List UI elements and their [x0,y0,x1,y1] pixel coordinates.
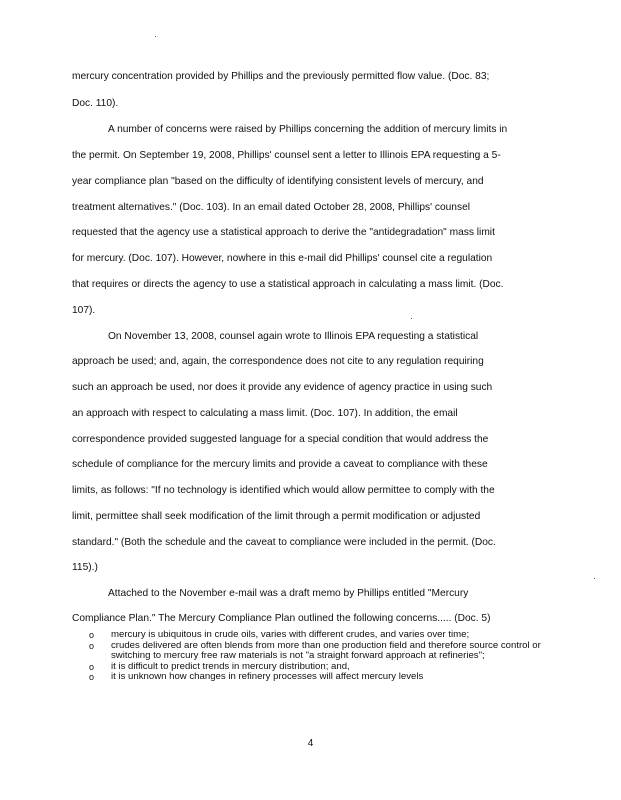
body-line: an approach with respect to calculating a mass limit. (Doc. 107). In addition, the email [72,408,458,419]
body-line: such an approach be used, nor does it provide any evidence of agency practice in using such [72,382,493,393]
body-line: the permit. On September 19, 2008, Phillips' counsel sent a letter to Illinois EPA requesting a 5- [72,150,501,161]
list-item-text: it is difficult to predict trends in mercury distribution; and, [111,660,350,672]
bullet-icon: o [89,672,95,683]
list-item [88,641,548,662]
body-line: that requires or directs the agency to use a statistical approach in calculating a mass limit. (Doc. [72,279,504,290]
body-line: year compliance plan "based on the difficulty of identifying consistent levels of mercury, and [72,176,484,187]
paragraph-first-line: A number of concerns were raised by Phillips concerning the addition of mercury limits in [108,124,508,135]
body-line: Compliance Plan." The Mercury Compliance Plan outlined the following concerns..... (Doc. 5) [72,613,491,624]
bullet-icon: o [89,661,95,672]
scan-speck [594,578,595,579]
bullet-icon: o [89,640,95,651]
body-line: approach be used; and, again, the correspondence does not cite to any regulation requiring [72,356,484,367]
list-item-text: crudes delivered are often blends from more than one production field and therefore source control or switching to mercury free raw materials is not "a straight forward approach at refineries"; [111,639,541,662]
list-item-text: it is unknown how changes in refinery processes will affect mercury levels [111,671,424,683]
body-line: correspondence provided suggested language for a special condition that would address the [72,434,489,445]
body-line: 115).) [72,562,98,573]
concerns-list [88,630,548,683]
body-line: limit, permittee shall seek modification of the limit through a permit modification or adjusted [72,511,481,522]
body-line: 107). [72,305,96,316]
bullet-icon: o [89,630,95,640]
body-line: treatment alternatives." (Doc. 103). In an email dated October 28, 2008, Phillips' counsel [72,202,470,213]
paragraph-first-line: Attached to the November e-mail was a draft memo by Phillips entitled "Mercury [108,588,469,599]
body-line: requested that the agency use a statistical approach to derive the "antidegradation" mass limit [72,227,495,238]
body-line: limits, as follows: "If no technology is identified which would allow permittee to comply with the [72,485,495,496]
body-line: standard." (Both the schedule and the caveat to compliance were included in the permit. (Doc. [72,537,496,548]
scan-speck [411,318,412,319]
scan-speck [155,36,156,37]
body-line: schedule of compliance for the mercury limits and provide a caveat to compliance with these [72,459,488,470]
list-item [88,672,548,683]
page-number: 4 [307,738,314,749]
list-item-text: mercury is ubiquitous in crude oils, varies with different crudes, and varies over time; [111,629,470,640]
body-line: mercury concentration provided by Phillips and the previously permitted flow value. (Doc. 83; [72,71,490,82]
body-line: for mercury. (Doc. 107). However, nowhere in this e-mail did Phillips' counsel cite a regulation [72,253,493,264]
paragraph-first-line: On November 13, 2008, counsel again wrote to Illinois EPA requesting a statistical [108,331,479,342]
body-line: Doc. 110). [72,98,119,109]
